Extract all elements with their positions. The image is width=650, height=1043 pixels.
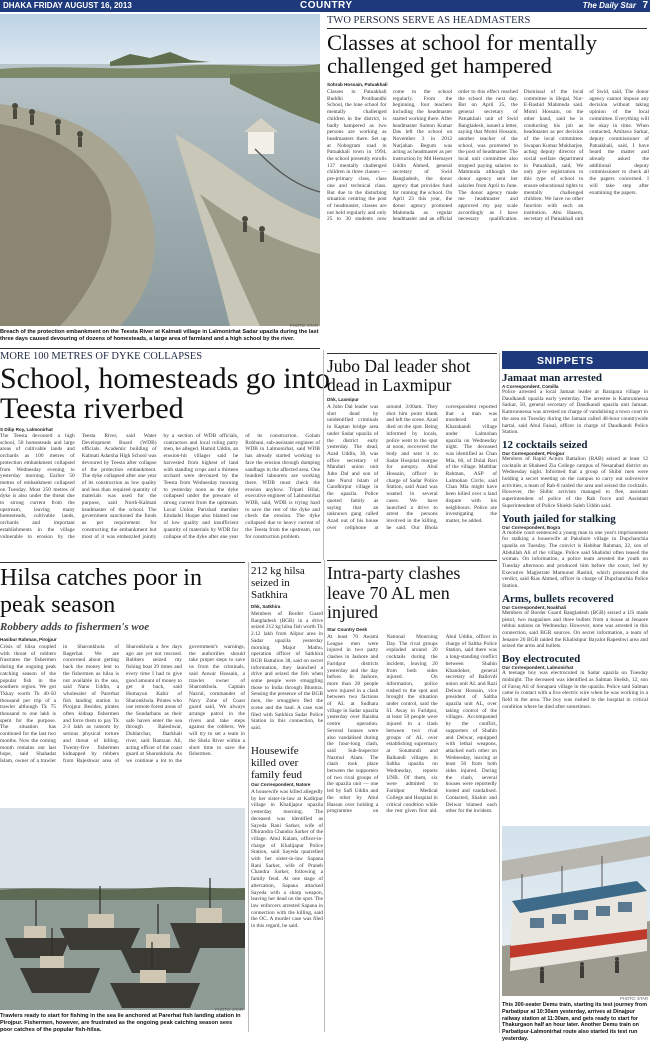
section-title: COUNTRY xyxy=(300,0,353,11)
snippets-title: SNIPPETS xyxy=(537,355,594,367)
story4-headline: Hilsa catches poor in peak season xyxy=(0,565,202,618)
story2-text: The Teesta devoured a high school, 50 homesteads and large areas of cultivable lands and orchards as 100 metres of protection embankment collapsed from Wednesday evening to yesterday morning. Earlier 50 metres of embankment collapsed on Tuesday. Most 250 metres of dyke is also under the threat due to strong current from the upstream, leaving many homesteads, cultivable lands, orchards and important establishments in the village vulnerable to erosion by the Teesta River, said Water Development Board (WDB) officials. Academic building of Kalmati Adarsha High School was devoured by Teesta after collapse of the protection embankment. The dyke collapsed after one year of its construction as low quality and less than required quantity of materials was used for the purpose, said North-Kalmati headmaster of the school. The government sanctioned the funds as per requirement for constructing the embankment but most of it was embezzled jointly by a section of WDB officials, contractors and local ruling party men, he alleged. Hamid Uddin, an erosion-hit villager said he harvested from highest of land with standing crops and a thirteen orchard were devoured by the Teesta from Wednesday morning to yesterday noon as the dyke collapsed under the pressure of strong current from the upstream. Local Union Parishad member Emdadul Hoque also blamed use of low quality and insufficient quantity of materials by WDB for collapse of the dyke after one year of its construction. Golam Robbani, sub-assistant engineer of WDB in Lalmonirhat, said WDB has already started working to face the erosion through dumping sandbags in the affected area. One hundred labourers are working there. WDB must check the erosion anyhow. Tripati Hilal, executive engineer of Lalmonirhat WDB, said, WDB is trying hard to save the rest of the dyke and check the erosion. The dyke collapsed due to heavy current of the Teesta from the upstream, not for construction problem. xyxy=(0,433,320,540)
snippet-item xyxy=(502,372,648,436)
story3-body xyxy=(327,404,497,556)
page-number: 7 xyxy=(642,0,648,11)
paper-name: The Daily Star xyxy=(582,1,636,10)
snippet-item xyxy=(502,593,648,650)
story5-top-rule xyxy=(251,562,321,563)
snippet-headline: Boy electrocuted xyxy=(502,653,581,666)
story5-text: Members of Border Guard Bangladesh (BGB) in a drive seized 212 kg hilsa fish worth Tk 2.12 lakh from Alipur area in Sadar upazila yesterday morning. Major Mathu, operation officer of Satkhira BGB Battalion 38, said on secret information, they launched a drive and seized the fish when some people were smuggling those to India through Bhomra. Sensing the presence of the BGB men, the smugglers fled the scene and the haul. A case was filed with Satkhira Sadar Police Station in this connection, he said. xyxy=(251,611,323,731)
story5-body xyxy=(251,611,323,743)
story1-text: Classes in Patuakhali Buddhi Protibandhi School, the lone school for mentally challenged children in the district, is badly hampered as two persons are working as headmasters there. Set up at Nobogram road in Patuakhali town in 1994, the school presently enrolls 137 mentally challenged children in three classes — pre-primary class, class one and technical class. But due to the disturbing situation centring the post of headmaster, classes are not held regularly and only 25 to 30 students now come to the school regularly. From the beginning, four teachers including the headmaster started working there. After headmaster Sumon Kumar Das left the school on November 3 in 2012 Nurjahan Begum was acting as headmaster as per instruction by Md Hemayet Uddin Ahmed, general secretary of Swid Bangladesh, the donor agency that provides fund for running the school. On April 23 this year, the donor agency promoted Mahmuda as regular headmaster and an official order to this effect reached the school the next day. But on April 25, the general secretary of Patuakhali unit of Swid Bangladesh, issued a letter, saying that Momi Hossain, another teacher of the school, was promoted to the post of headmaster. The local unit committee also stopped paying salaries to Mahmuda although the donor agency sent her salaries from April to June. The donor agency made me headmaster and approved my pay scale accordingly as I have necessary qualification. Dismissal of the local committee is illegal, Nur-E-Rashid Mahmuda said. Momi Hossain, on the other hand, said he is conducting his job as headmaster as per decision of the local committee. Swapan Kumar Mukharjee, acting deputy director of social welfare department in Patuakhali, said, We only give registration to this type of school to ensure educational rights to mentally challenged children. We have no other function with such an institution. Abu Hasem, secretary of Patuakhali unit of Swid, said, The donor agency cannot impose any decision without taking opinion of the local committee. Everything will be okay in time. When contacted, Amitava Sarkar, deputy commissioner of Patuakhali, said, I have heard the matter and already asked the additional deputy commissioner to check all the papers concerned. I will take step after examining the papers. xyxy=(327,89,649,223)
story1-rule xyxy=(327,28,647,29)
story2-kicker: MORE 100 METRES OF DYKE COLLAPSES xyxy=(0,351,203,362)
story1-headline: Classes at school for mentally challenged get hampered xyxy=(327,30,597,78)
story4-subhead: Robbery adds to fishermen's woe xyxy=(0,621,150,633)
snippet-item xyxy=(502,439,648,510)
story5-headline: 212 kg hilsa seized in Satkhira xyxy=(251,565,305,601)
story4-byline: Hasibur Rahman, Pirojpur xyxy=(0,637,57,642)
story6-body xyxy=(251,789,323,1031)
story7-top-rule xyxy=(327,560,497,561)
page-banner xyxy=(0,0,650,12)
snippet-body: Members of Rapid Action Battalion (RAB) seized at least 12 cocktails at Shaheed Zia College campus of Nesarabad district on Wednesday night. Informed that a group of Shibir men were holding a secret meeting on the campus to carry out subversive activities, a team of Rab-8 raided the area and seized the cocktails. However, the Shibir activists managed to flee, assistant superintendent of police of the Rab force and Assistant Superintendent of Police Shiekh Saleh Uddin said. xyxy=(502,455,648,509)
story2-body xyxy=(0,433,320,557)
river-breach-photo xyxy=(0,14,320,326)
story7-body xyxy=(327,634,497,1034)
column-divider xyxy=(323,350,324,560)
snippet-headline: Youth jailed for stalking xyxy=(502,512,616,525)
snippet-headline: 12 cocktails seized xyxy=(502,438,588,451)
story3-text: A Jubo Dal leader was shot dead by unidentified criminals in Kaptan bridge area under Sadar upazila of the district early yesterday. The dead, Azad Uddin, 30, was office secretary of Mandari union unit Jubo Dal and son of late Nurul Islam of Gandhirpur village in the upazila. Police quoted family as saying that an unknown gang called Azad out of his house over cellphone at around 3:00am. They shot him point blank and left the scene. Azad died on the spot. Being informed by locals, police went to the spot at noon, recovered the body and sent it to Sadar Hospital morgue for autopsy. Abul Hossain, officer in charge of Sadar Police Station, said Azad was wanted in several cases. We have launched a drive to arrest the persons involved in the killing, he said. Our Bhola correspondent reported that a man was murdered at Kharakandi village under Lalmohan upazila on Wednesday night. The deceased was identified as Chan Mia, 60, of Dulal Rari of the village. Matbbar Rahman, ASP of Lalmohan Circle, said Chan Mia might have been killed over a land dispute with his neighbours. Police are investigating the matter, he added. xyxy=(327,404,497,531)
snippet-body: A teenage boy was electrocuted in Sadar upazila on Tuesday midnight. The deceased was identified as Salman Sheikh, 12, son of Faruq Ali of Sonapara village in the upazila. Police said Salman came in contact with a live electric wire when he was working in a field in the area. The boy was rushed to the hospital in critical condition where he died after sometimes. xyxy=(502,670,648,710)
snippet-item xyxy=(502,513,648,590)
story1-body xyxy=(327,89,649,351)
story6-byline: Our Correspondent, Natore xyxy=(251,782,311,787)
story3-top-rule xyxy=(327,353,497,354)
story1-kicker: TWO PERSONS SERVE AS HEADMASTERS xyxy=(327,15,531,26)
snippet-item xyxy=(502,653,648,710)
story2-byline: S Dilip Roy, Lalmonirhat xyxy=(0,427,53,432)
snippet-body: Members of Border Guard Bangladesh (BGB) seized a US made pistol, two magazines and three bullets from a house at Jenaore rebhui nations on Wednesday. However, none was arrested in this connection, said BGB sources. On secret information, a team of Jenaore 26 BGB raided the Khalishpur Bayalot Rapeshwi area and seized the arms and bullets. xyxy=(502,609,648,650)
story4-top-rule xyxy=(0,562,245,563)
story3-headline: Jubo Dal leader shot dead in Laxmipur xyxy=(327,356,471,395)
snippets-header xyxy=(502,353,648,369)
snippet-body: Police arrested a local Jamaat leader at Barapara village in Daudkandi upazila early yesterday. The arrestee is Kamrunnessa Sarkar, 50, general secretary of Daudkandi upazila unit Jamaat. Kamrunnessa was arrested on charge of vandalising a town court in the area on Tuesday during the Jamaat called 48-hour countrywide hartal, said Abul Faisal, officer in charge of Daudkandi Police Station. xyxy=(502,389,648,436)
story2-top-rule xyxy=(0,348,320,349)
snippet-body: A mobile court sentenced a young man to one year's imprisonment for stalking a housewife at Pakshore village in Dupchanchia upazila on Tuesday. The convict is Habibar Rahman, 22, son of Abdullah Ali of the village. Police said Shahidul often teased the woman. On information, a police team arrested the youth on Tuesday afternoon and produced him before the court, led by Executive Magistrate Mamunur Rashid, which pronounced the verdict, said Rias Ahmed, officer in charge of Dupchanchia Police Station. xyxy=(502,529,648,590)
story4-text: Crisis of hilsa coupled with threat of robbers frustrates the fishermen during the ongoing peak catching season of the popular fish in the southern region. We got Tkkay worth Tk 40-50 thousand per trip of a trawler although Tk 75 thousand to one lakh is spent for the purpose. The situation has continued for the last two months. Now the coming month remains our last hope, said Shahadat Islam, owner of a trawler in Sharonkhola of Bagerhat. We are concerned about getting back the money lent to the fishermen as hilsa is not available in the sea, said Nanu Uddin, a wholesaler of Parerhat fish landing station in Pirojpur. Besides, pirates often kidnap fishermen and force them to pay Tk 2-3 lakh as ransom by serious physical torture and threat of killing. Twenty-five fishermen kidnapped by robbers from Rajeshwar area of Sharonkhola a few days ago are yet not rescued. Robbers seized my fishing boat 29 times and every time I had to give good amount of money to get it back, said Humayun Kabir of Sharonkhola. Pirates who use remote forest areas of the Sundarbans as their safe haven enter the sea through Baleshwar, Dublarchar, Jharkhali river, said Ramzan Ali, acting officer of the coast guard at Sharonkhola. As we continue a lot to the government's warnings, the authorities should take proper steps to save us from the criminals, said Anwar Hossain, a trawler owner of Sharonkhola. Captain Nazrul, commander of Navy Zone of Coast guard said, We always arrange patrol in the rivers and take steps against the robbers. We will try to set a team in the Shela River within a short time to save the fishermen. xyxy=(0,644,245,764)
dateline: DHAKA FRIDAY AUGUST 16, 2013 xyxy=(3,1,132,10)
photo2-caption: Trawlers ready to start for fishing in the sea lie anchored at Parerhat fish landing station in Pirojpur. Fishermen, however, are frustrated as the ongoing peak catching season sees poor catches of the popular fish-hilsa. xyxy=(0,1013,241,1033)
story6-text: A housewife was killed allegedly by her sister-in-law at Kadirpur village in Khalijapur upazila yesterday morning. The deceased was identified as Sayeda Rani Sarker, wife of Dhirandra Chandra Sarker of the village. Abul Kalam, officer-in-charge of Khalijapur Police Station, said Sayeda quarrelled with her sister-in-law Sapana Rani Sarker, wife of Praneb Chandra Sarker, following a family feud. At one stage of altercation, Sapana attacked Sayeda with a sharp weapon, leaving her dead on the spot. The law enforcers arrested Sapana in connection with the killing, said the OC. A murder case was filed in this regard, he said. xyxy=(251,789,323,930)
demu-train-photo xyxy=(502,826,650,996)
column-divider xyxy=(324,560,325,1032)
story2-headline: School, homesteads go into Teesta riverbed xyxy=(0,362,330,425)
story6-headline: Housewife killed over family feud xyxy=(251,745,303,781)
snippets-list xyxy=(502,372,648,824)
snippet-byline: Our Correspondent, Noakhali xyxy=(502,604,567,610)
snippet-byline: A Correspondent, Comilla xyxy=(502,384,559,389)
story1-byline: Sohrab Hossain, Patuakhali xyxy=(327,82,388,87)
photo1-credit: PHOTO: STAR xyxy=(290,323,318,328)
story5-byline: Dhk, Satkhira xyxy=(251,604,281,609)
snippet-headline: Jamaat man arrested xyxy=(502,372,602,384)
trawlers-photo xyxy=(0,808,245,1010)
photo3-caption: This 300-seater Demu train, starting its test journey from Parbatipur at 10:30am yesterday, arrives at Dinajpur railway station at 11:30am, and gets ready to start for Thakurgaon half an hour later. Another Demu train on Parbatipur-Lalmonirhat route also started its test run yesterday. xyxy=(502,1002,647,1042)
story7-byline: Star Country Desk xyxy=(327,627,368,632)
photo1-caption: Breach of the protection embankment on the Teesta River at Kalmati village in Lalmonirhat Sadar upazila during the last three days caused devouring of dozens of homesteads, a large area of farmland and a high school by the river. xyxy=(0,329,319,342)
story7-text: At least 70 Awami League men were injured in two party clashes in Jashore and Faridpur districts yesterday and the day before. In Jashore, more than 20 people were injured in a clash between two factions of AL at Sudhara village in Sadar upazila yesterday over Baishta centre operation. Several houses were also vandalised during the hour-long clash, said Sub-Inspector Nazmul Alam. The clash took place between the supporters of two rival groups of the upazila unit — one led by Safi Uddin and the other by Abul Hassan over holding a programme on National Mourning Day. The rival groups exploded around 20 cocktails during the incident, leaving 20 from both sides injured. On information, police rushed to the spot and brought the situation under control, said the SI. Away in Faridpur, at least 50 people were injured in a clash between two rival groups of AL over establishing supremacy at Sonatundi and Balkandi villages in Saltha upazila on Wednesday, reports UNB. Of them, six were admitted to Faridpur Medical College and Hospital in critical condition while the rest given first aid. Abul Uddin, officer in charge of Saltha Police Station, said there was a long-standing conflict between Shahin Khandoker, general secretary of Ballovdi union unit AL and Razi Delwar Hossain, vice president of Saltha upazila unit AL, over taking control of the villages. Accompanied by the conflict, supporters of Shahin and Delwar, equipped with lethal weapons, attacked each other on Wednesday, leaving at least 50 from both sides injured. During the clash, several houses were reportedly looted and vandalised. Contacted, Shahin and Delwar blamed each other for the incident. xyxy=(327,634,497,815)
photo2-credit: PHOTO: STAR xyxy=(215,1007,243,1012)
snippet-byline: Our Correspondent, Bogra xyxy=(502,524,561,530)
column-divider xyxy=(499,353,500,1033)
column-divider xyxy=(248,562,249,1032)
snippet-headline: Arms, bullets recovered xyxy=(502,592,614,605)
story3-byline: Dhk, Laxmipur xyxy=(327,397,359,402)
snippet-byline: Our Correspondent, Lalmonirhat xyxy=(502,665,574,671)
snippet-byline: Our Correspondent, Pirojpur xyxy=(502,450,565,456)
story7-headline: Intra-party clashes leave 70 AL men injured xyxy=(327,563,461,622)
photo3-credit: PHOTO: STAR xyxy=(620,996,648,1001)
story4-body xyxy=(0,644,245,806)
